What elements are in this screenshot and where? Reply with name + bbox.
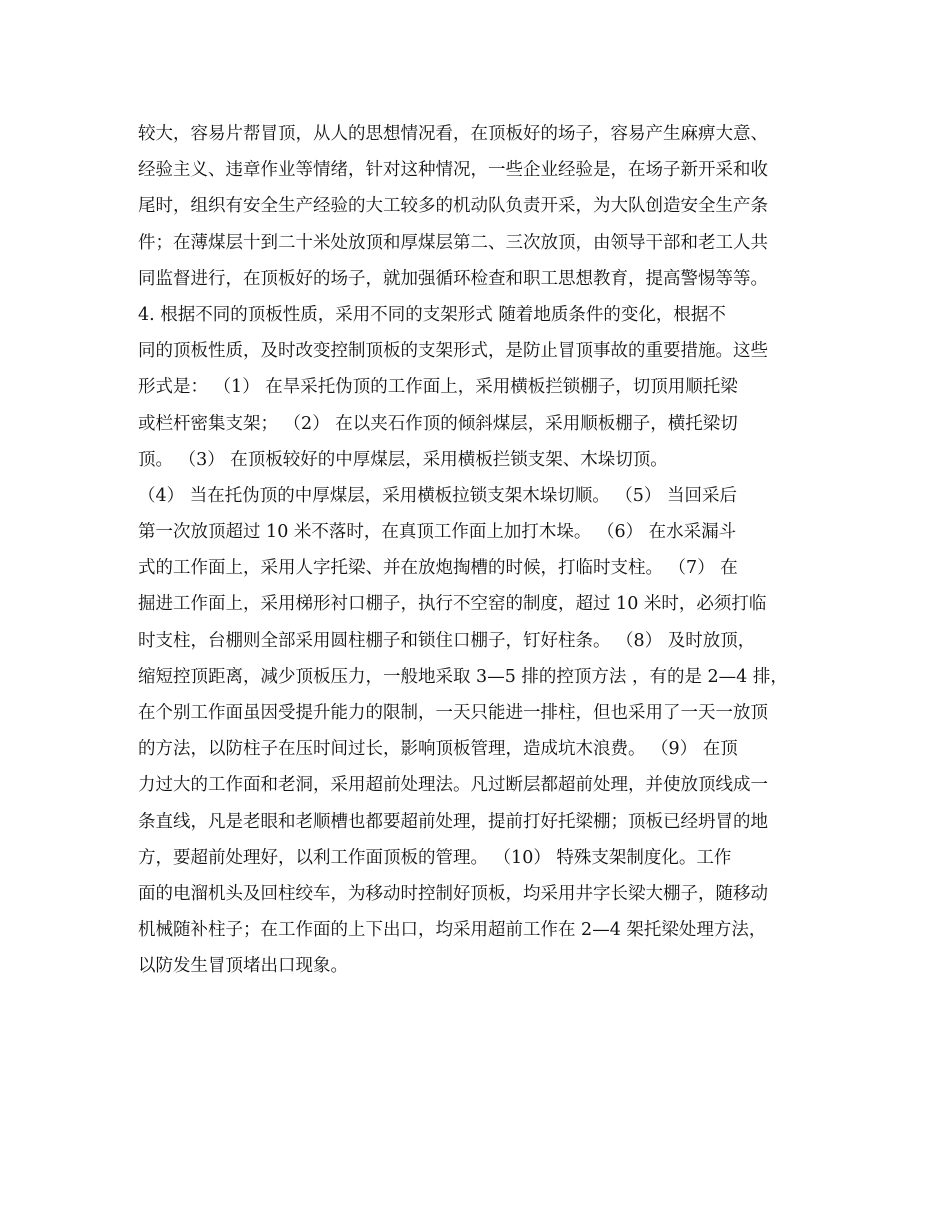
text-line: 经验主义、违章作业等情绪，针对这种情况，一些企业经验是，在场子新开采和收 — [138, 160, 768, 181]
text-line: 4. 根据不同的顶板性质，采用不同的支架形式 随着地质条件的变化，根据不 — [138, 304, 726, 325]
text-line: 顶。 （3） 在顶板较好的中厚煤层，采用横板拦锁支架、木垛切顶。 — [138, 449, 668, 470]
text-line: 尾时，组织有安全生产经验的大工较多的机动队负责开采，为大队创造安全生产条 — [138, 196, 768, 217]
text-line: 时支柱，台棚则全部采用圆柱棚子和锁住口棚子，钉好柱条。 （8） 及时放顶， — [138, 630, 756, 651]
text-line: 面的电溜机头及回柱绞车，为移动时控制好顶板，均采用井字长梁大棚子，随移动 — [138, 883, 768, 904]
text-line: 缩短控顶距离，减少顶板压力，一般地采取 3—5 排的控顶方法 ，有的是 2—4 排， — [138, 666, 788, 687]
text-line: 式的工作面上，采用人字托梁、并在放炮掏槽的时候，打临时支柱。 （7） 在 — [138, 558, 738, 579]
text-line: 同的顶板性质，及时改变控制顶板的支架形式，是防止冒顶事故的重要措施。这些 — [138, 341, 768, 362]
text-line: 条直线，凡是老眼和老顺槽也都要超前处理，提前打好托梁棚；顶板已经坍冒的地 — [138, 811, 768, 832]
text-line: 以防发生冒顶堵出口现象。 — [138, 956, 348, 977]
text-line: 力过大的工作面和老洞，采用超前处理法。凡过断层都超前处理，并使放顶线成一 — [138, 775, 768, 796]
text-line: （4） 当在托伪顶的中厚煤层，采用横板拉锁支架木垛切顺。 （5） 当回采后 — [138, 485, 737, 506]
text-line: 在个别工作面虽因受提升能力的限制，一天只能进一排柱，但也采用了一天一放顶 — [138, 703, 768, 723]
text-line: 机械随补柱子；在工作面的上下出口，均采用超前工作在 2—4 架托梁处理方法， — [138, 920, 767, 941]
text-line: 形式是： （1） 在旱采托伪顶的工作面上，采用横板拦锁棚子，切顶用顺托梁 — [138, 377, 738, 398]
text-line: 方，要超前处理好，以利工作面顶板的管理。 （10） 特殊支架制度化。工作 — [138, 847, 732, 868]
body-text — [138, 116, 828, 985]
text-line: 掘进工作面上，采用梯形衬口棚子，执行不空窑的制度，超过 10 米时，必须打临 — [138, 594, 767, 615]
text-line: 较大，容易片帮冒顶，从人的思想情况看，在顶板好的场子，容易产生麻痹大意、 — [138, 124, 768, 144]
text-line: 的方法，以防柱子在压时间过长，影响顶板管理，造成坑木浪费。 （9） 在顶 — [138, 739, 738, 760]
text-line: 第一次放顶超过 10 米不落时，在真顶工作面上加打木垛。 （6） 在水采漏斗 — [138, 522, 737, 543]
text-line: 件；在薄煤层十到二十米处放顶和厚煤层第二、三次放顶，由领导干部和老工人共 — [138, 232, 768, 253]
text-line: 或栏杆密集支架； （2） 在以夹石作顶的倾斜煤层，采用顺板棚子，横托梁切 — [138, 413, 738, 434]
text-line: 同监督进行，在顶板好的场子，就加强循环检查和职工思想教育，提高警惕等等。 — [138, 268, 768, 289]
